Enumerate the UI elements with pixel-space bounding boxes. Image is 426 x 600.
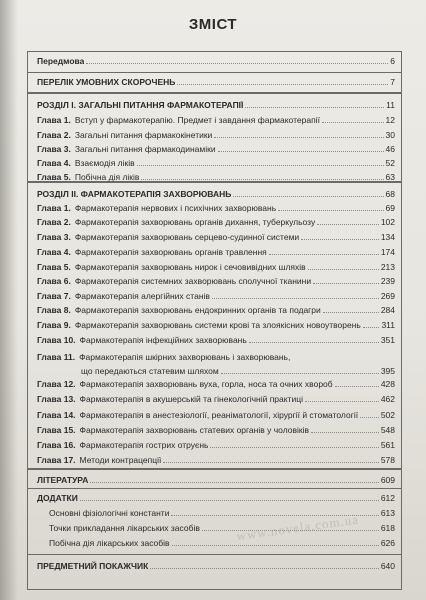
page-number: 311 <box>381 320 395 330</box>
dot-leader <box>163 462 378 463</box>
chapter-title: Фармакотерапія інфекційних захворювань <box>79 335 247 345</box>
page-number: 7 <box>390 77 395 87</box>
page-number: 428 <box>380 379 395 389</box>
toc-chapter-row[interactable] <box>37 143 395 156</box>
chapter-title: Фармакотерапія в акушерській та гінекологічній практиці <box>79 394 303 404</box>
chapter-label: Глава 2. <box>37 217 71 227</box>
page-number: 174 <box>380 247 395 257</box>
chapter-label: Глава 9. <box>37 320 71 330</box>
page-number: 284 <box>380 305 395 315</box>
page-number: 618 <box>380 523 395 533</box>
toc-chapter-row[interactable] <box>37 171 395 184</box>
chapter-title: Фармакотерапія захворювань ендокринних органів та подагри <box>74 305 321 315</box>
chapter-title: Фармакотерапія гострих отруєнь <box>79 440 209 450</box>
page-number: 269 <box>380 291 395 301</box>
dot-leader <box>360 417 379 418</box>
toc-chapter-row[interactable] <box>37 424 395 437</box>
chapter-title: Фармакотерапія шкірних захворювань і захворювань, <box>79 352 291 362</box>
toc-entry-text: ПЕРЕЛІК УМОВНИХ СКОРОЧЕНЬ <box>37 77 176 87</box>
dot-leader <box>214 137 383 138</box>
page-number: 462 <box>380 394 395 404</box>
page-number: 239 <box>380 276 395 286</box>
page-number: 640 <box>380 561 395 571</box>
page-number: 6 <box>390 56 395 66</box>
chapter-label: Глава 14. <box>37 410 76 420</box>
page-number: 63 <box>385 172 395 182</box>
toc-entry-index[interactable] <box>37 560 395 573</box>
toc-chapter-row[interactable] <box>37 216 395 229</box>
chapter-title: Загальні питання фармакокінетики <box>74 130 213 140</box>
page-number: 12 <box>385 115 395 125</box>
toc-chapter-row[interactable] <box>37 157 395 170</box>
chapter-label: Глава 3. <box>37 144 71 154</box>
chapter-title: Фармакотерапія захворювань статевих органів у чоловіків <box>79 425 310 435</box>
dot-leader <box>80 500 379 501</box>
toc-appendix-item[interactable] <box>49 537 395 550</box>
toc-entry-appendix[interactable] <box>37 492 395 505</box>
toc-chapter-row[interactable] <box>37 246 395 259</box>
dot-leader <box>177 84 388 85</box>
page-number: 578 <box>380 455 395 465</box>
toc-chapter-row[interactable] <box>37 378 395 391</box>
chapter-label: Глава 11. <box>37 352 76 362</box>
toc-entry-literature[interactable] <box>37 474 395 487</box>
page-number: 561 <box>380 440 395 450</box>
toc-chapter-row[interactable] <box>37 275 395 288</box>
chapter-title: Фармакотерапія захворювань системи крові та злоякісних новоутворень <box>74 320 361 330</box>
dot-leader <box>313 283 379 284</box>
page-number: 548 <box>380 425 395 435</box>
chapter-label: Глава 3. <box>37 232 71 242</box>
chapter-title: Взаємодія ліків <box>74 158 135 168</box>
toc-chapter-row[interactable] <box>37 261 395 274</box>
toc-chapter-row[interactable] <box>37 202 395 215</box>
chapter-label: Глава 7. <box>37 291 71 301</box>
page-number: 68 <box>385 189 395 199</box>
chapter-label: Глава 5. <box>37 172 71 182</box>
chapter-title-continuation: що передаються статевим шляхом <box>81 366 219 376</box>
dot-leader <box>86 63 388 64</box>
page-number: 351 <box>380 335 395 345</box>
dot-leader <box>305 401 379 402</box>
chapter-label: Глава 13. <box>37 394 76 404</box>
chapter-title: Фармакотерапія захворювань серцево-судинної системи <box>74 232 300 242</box>
dot-leader <box>317 224 379 225</box>
page-number: 502 <box>380 410 395 420</box>
dot-leader <box>90 482 378 483</box>
page-number: 69 <box>385 203 395 213</box>
toc-entry-text: ПРЕДМЕТНИЙ ПОКАЖЧИК <box>37 561 149 571</box>
page-number: 134 <box>380 232 395 242</box>
dot-leader <box>278 210 383 211</box>
appendix-divider <box>27 554 402 555</box>
chapter-title: Фармакотерапія системних захворювань сполучної тканини <box>74 276 312 286</box>
section-title: РОЗДІЛ ІІ. ФАРМАКОТЕРАПІЯ ЗАХВОРЮВАНЬ <box>37 189 232 199</box>
chapter-label: Глава 1. <box>37 203 71 213</box>
toc-section-heading[interactable] <box>37 188 395 201</box>
dot-leader <box>269 254 379 255</box>
toc-entry-preface[interactable] <box>37 55 395 68</box>
chapter-label: Глава 1. <box>37 115 71 125</box>
toc-chapter-row[interactable] <box>37 114 395 127</box>
page-number: 626 <box>380 538 395 548</box>
toc-chapter-row[interactable] <box>37 231 395 244</box>
chapter-label: Глава 4. <box>37 247 71 257</box>
toc-entry-text: ДОДАТКИ <box>37 493 78 503</box>
toc-chapter-row[interactable] <box>37 290 395 303</box>
chapter-title: Фармакотерапія захворювань органів дихання, туберкульозу <box>74 217 316 227</box>
toc-chapter-row[interactable] <box>37 304 395 317</box>
page-number: 613 <box>380 508 395 518</box>
toc-section-heading[interactable] <box>37 99 395 112</box>
chapter-title: Вступ у фармакотерапію. Предмет і завдання фармакотерапії <box>74 115 320 125</box>
appendix-item-title: Основні фізіологічні константи <box>49 508 170 518</box>
section-title: РОЗДІЛ І. ЗАГАЛЬНІ ПИТАННЯ ФАРМАКОТЕРАПІЇ <box>37 100 244 110</box>
toc-chapter-row[interactable] <box>37 409 395 422</box>
chapter-title: Фармакотерапія в анестезіології, реаніматології, хірургії й стоматології <box>79 410 359 420</box>
chapter-title: Фармакотерапія захворювань вуха, горла, носа та очних хвороб <box>79 379 333 389</box>
chapter-label: Глава 6. <box>37 276 71 286</box>
dot-leader <box>308 269 379 270</box>
page-number: 395 <box>380 366 395 376</box>
page-number: 612 <box>380 493 395 503</box>
chapter-label: Глава 5. <box>37 262 71 272</box>
chapter-label: Глава 16. <box>37 440 76 450</box>
toc-chapter-row[interactable] <box>37 334 395 347</box>
dot-leader <box>210 447 378 448</box>
dot-leader <box>212 298 379 299</box>
chapter-title: Побічна дія ліків <box>74 172 140 182</box>
dot-leader <box>137 165 384 166</box>
chapter-label: Глава 12. <box>37 379 76 389</box>
dot-leader <box>363 327 380 328</box>
chapter-title: Фармакотерапія нервових і психічних захворювань <box>74 203 277 213</box>
dot-leader <box>335 386 379 387</box>
toc-entry-text: Передмова <box>37 56 85 66</box>
toc-chapter-row[interactable] <box>37 319 395 332</box>
toc-chapter-row[interactable] <box>37 129 395 142</box>
chapter-label: Глава 15. <box>37 425 76 435</box>
dot-leader <box>221 373 379 374</box>
dot-leader <box>141 179 383 180</box>
front-divider <box>27 72 402 73</box>
chapter-label: Глава 17. <box>37 455 76 465</box>
dot-leader <box>172 545 379 546</box>
dot-leader <box>249 342 379 343</box>
chapter-title: Методи контрацепції <box>79 455 162 465</box>
dot-leader <box>218 151 384 152</box>
toc-entry-abbreviations[interactable] <box>37 76 395 89</box>
chapter-label: Глава 10. <box>37 335 76 345</box>
literature-divider <box>27 488 402 489</box>
dot-leader <box>322 122 384 123</box>
chapter-label: Глава 8. <box>37 305 71 315</box>
chapter-title: Фармакотерапія захворювань органів травлення <box>74 247 267 257</box>
appendix-item-title: Побічна дія лікарських засобів <box>49 538 170 548</box>
dot-leader <box>311 432 379 433</box>
page-number: 11 <box>386 100 395 110</box>
page-number: 30 <box>385 130 395 140</box>
page-number: 46 <box>385 144 395 154</box>
toc-chapter-row-continuation[interactable] <box>81 365 395 378</box>
page-number: 213 <box>380 262 395 272</box>
chapter-label: Глава 2. <box>37 130 71 140</box>
dot-leader <box>323 312 379 313</box>
chapter-title: Загальні питання фармакодинаміки <box>74 144 216 154</box>
page-number: 102 <box>380 217 395 227</box>
toc-chapter-row[interactable] <box>37 393 395 406</box>
dot-leader <box>233 196 383 197</box>
page-title: ЗМІСТ <box>188 16 238 33</box>
appendix-item-title: Точки прикладання лікарських засобів <box>49 523 200 533</box>
dot-leader <box>150 568 379 569</box>
chapter-label: Глава 4. <box>37 158 71 168</box>
toc-entry-text: ЛІТЕРАТУРА <box>37 475 89 485</box>
toc-chapter-row[interactable] <box>37 351 395 364</box>
dot-leader <box>301 239 379 240</box>
page-number: 609 <box>380 475 395 485</box>
toc-chapter-row[interactable] <box>37 454 395 467</box>
dot-leader <box>245 107 384 108</box>
chapter-title: Фармакотерапія алергійних станів <box>74 291 210 301</box>
toc-chapter-row[interactable] <box>37 439 395 452</box>
watermark: www.novela.com.ua <box>235 511 360 544</box>
page-number: 52 <box>385 158 395 168</box>
chapter-title: Фармакотерапія захворювань нирок і сечовивідних шляхів <box>74 262 306 272</box>
